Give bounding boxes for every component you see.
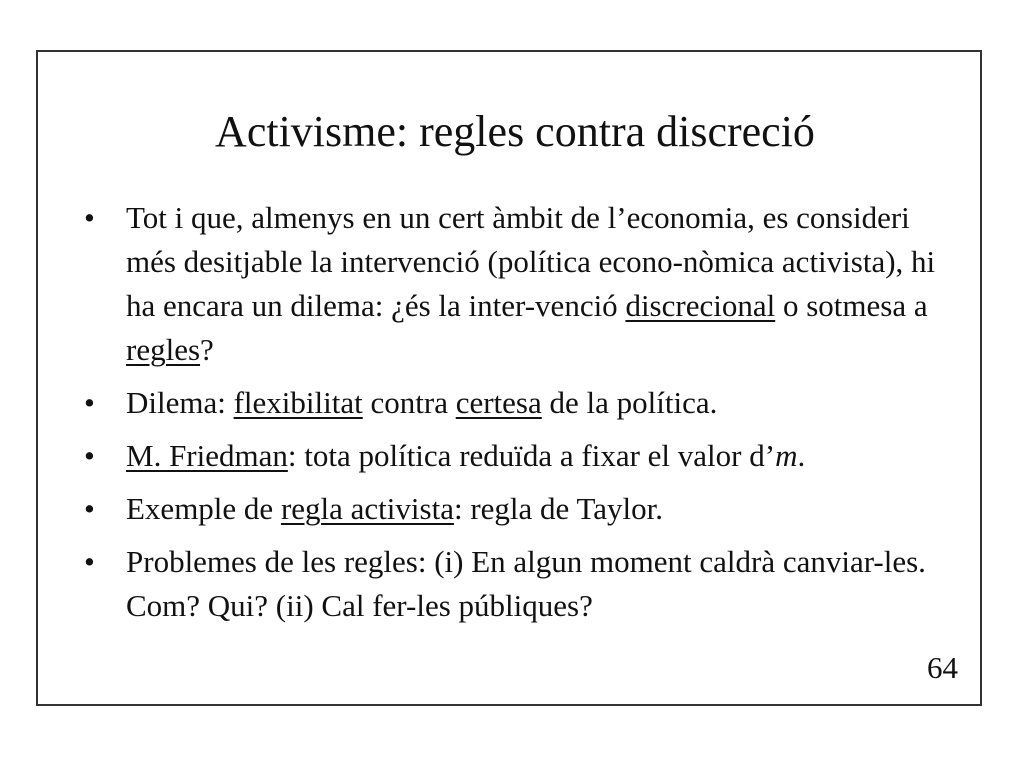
bullet-marker: • — [84, 544, 95, 579]
bullet-text: de la política. — [541, 385, 718, 420]
bullet-item — [84, 196, 944, 372]
bullet-text: . — [797, 438, 806, 473]
bullet-marker: • — [84, 200, 95, 235]
bullet-list — [84, 196, 944, 637]
bullet-item — [84, 434, 944, 478]
bullet-marker: • — [84, 438, 95, 473]
slide-title: Activisme: regles contra discreció — [215, 107, 815, 156]
bullet-text: Problemes de les regles: (i) En algun moment caldrà canviar-les. Com? Qui? (ii) Cal fer-les públiques? — [126, 544, 926, 623]
bullet-marker: • — [84, 491, 95, 526]
bullet-text: Tot i que, almenys en un cert àmbit de l’economia, es consideri més desitjable la intervenció (política econo-nòmica activista), hi ha encara un dilema: ¿és la inter-venció — [126, 200, 936, 323]
underlined-term: M. Friedman — [126, 438, 288, 473]
italic-variable: m — [775, 438, 798, 473]
underlined-term: flexibilitat — [233, 385, 363, 420]
page-number: 64 — [927, 650, 958, 685]
bullet-marker: • — [84, 385, 95, 420]
bullet-text: contra — [362, 385, 456, 420]
bullet-item — [84, 487, 944, 531]
bullet-text: : tota política reduïda a fixar el valor d’ — [287, 438, 776, 473]
underlined-term: discrecional — [625, 288, 776, 323]
bullet-text: Exemple de — [126, 491, 281, 526]
bullet-text: : regla de Taylor. — [453, 491, 663, 526]
bullet-text: ? — [200, 332, 214, 367]
bullet-text: o sotmesa a — [775, 288, 928, 323]
bullet-item — [84, 381, 944, 425]
underlined-term: certesa — [455, 385, 542, 420]
underlined-term: regla activista — [280, 491, 454, 526]
bullet-text: Dilema: — [126, 385, 234, 420]
bullet-item — [84, 540, 944, 628]
underlined-term: regles — [126, 332, 201, 367]
